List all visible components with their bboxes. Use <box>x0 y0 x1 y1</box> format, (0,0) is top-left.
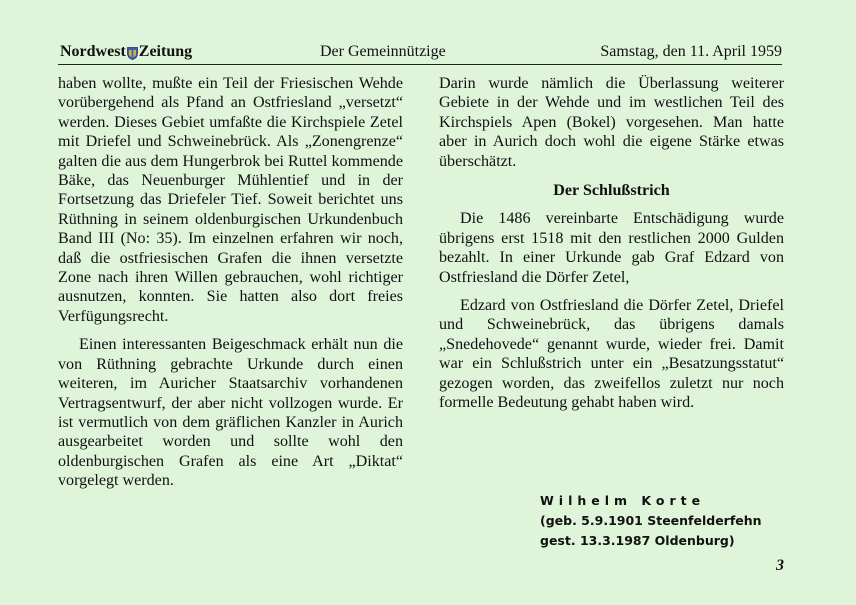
issue-date: Samstag, den 11. April 1959 <box>600 43 782 60</box>
paragraph: Edzard von Ostfriesland die Dörfer Zetel, Driefel und Schweinebrück, das übrigens damals „Snedehovede“ genannt wurde, wieder frei. Damit war ein Schlußstrich unter ein „Besatzungsstatut“ gezogen worden, das zweifellos zuletzt nur noch formelle Bedeutung gehabt haben wird. <box>439 297 784 412</box>
coat-of-arms-icon <box>127 47 138 60</box>
subheading: Der Schlußstrich <box>553 182 670 200</box>
page-number: 3 <box>776 557 784 574</box>
section-title: Der Gemeinnützige <box>320 43 446 60</box>
page-header <box>58 41 782 63</box>
paragraph: haben wollte, mußte ein Teil der Friesischen Wehde vorübergehend als Pfand an Ostfriesland „versetzt“ werden. Dieses Gebiet umfaßte die Kirchspiele Zetel mit Driefel und Schweinebrück. Als „Zonengrenze“ galten die aus dem Hungerbrok bei Ruttel kommende Bäke, das Neuenburger Mühlentief und in der Fortsetzung das Driefeler Tief. Soweit berichtet uns Rüthning in seinem oldenburgischen Urkundenbuch Band III (No: 35). Im einzelnen erfahren wir noch, daß die ostfriesischen Grafen die ihnen versetzte Zone nach ihren Willen gebrauchen, wohl richtiger ausnutzen, konnten. Sie hatten also dort freies Verfügungsrecht. <box>58 75 403 325</box>
author-birth: (geb. 5.9.1901 Steenfelderfehn <box>540 513 762 528</box>
right-column <box>439 74 784 413</box>
paragraph: Einen interessanten Beigeschmack erhält nun die von Rüthning gebrachte Urkunde durch einen weiteren, im Auricher Staatsarchiv vorhandenen Vertragsentwurf, der aber nicht vollzogen wurde. Er ist vermutlich von dem gräflichen Kanzler in Aurich ausgearbeitet worden und sollte wohl den oldenburgischen Grafen als eine Art „Diktat“ vorgelegt werden. <box>58 336 403 490</box>
left-column <box>58 74 403 491</box>
author-name: Wilhelm Korte <box>540 493 706 508</box>
author-signature <box>540 491 762 551</box>
newspaper-name <box>60 43 192 61</box>
author-death: gest. 13.3.1987 Oldenburg) <box>540 533 735 548</box>
paragraph: Die 1486 vereinbarte Entschädigung wurde übrigens erst 1518 mit den restlichen 2000 Gulden bezahlt. In einer Urkunde gab Graf Edzard von Ostfriesland die Dörfer Zetel, <box>439 210 784 286</box>
newspaper-name-part1: Nordwest <box>60 43 126 60</box>
header-rule <box>58 64 782 65</box>
newspaper-name-part2: Zeitung <box>138 43 193 60</box>
paragraph-continuation: Darin wurde nämlich die Überlassung weiterer Gebiete in der Wehde und im westlichen Teil des Kirchspiels Apen (Bokel) vorgesehen. Man hatte aber in Aurich doch wohl die eigene Stärke etwas überschätzt. <box>439 75 784 170</box>
